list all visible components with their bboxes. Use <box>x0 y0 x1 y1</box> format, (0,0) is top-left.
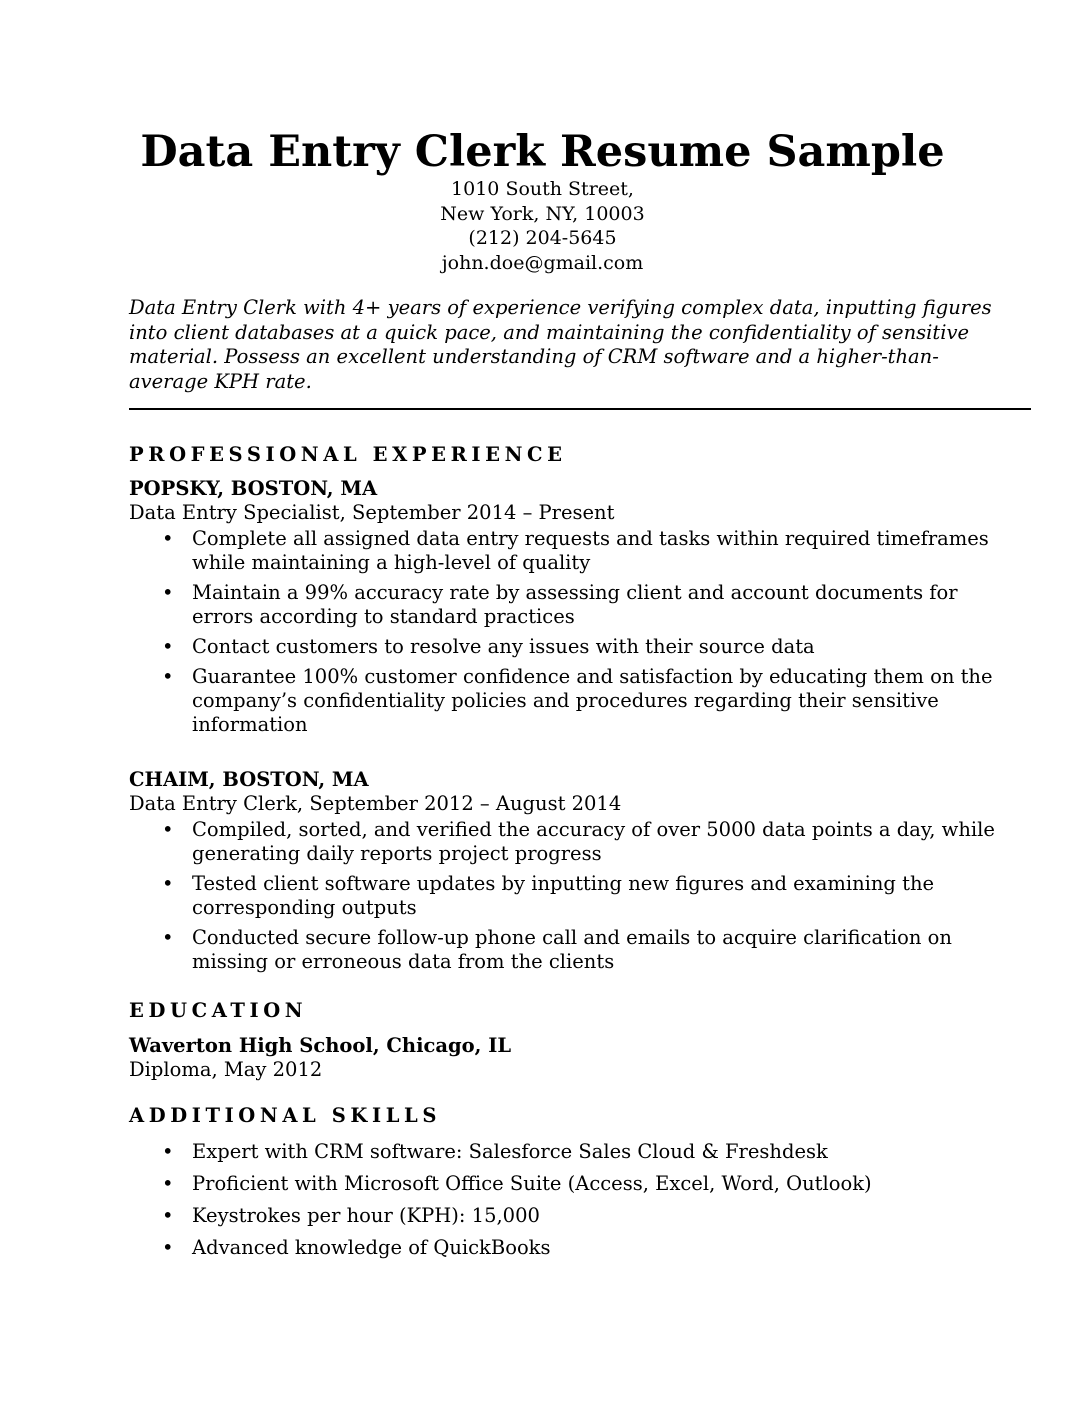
list-item <box>129 1140 999 1164</box>
bullet-icon: • <box>162 1204 174 1227</box>
contact-block <box>0 177 1085 275</box>
address-line-1: 1010 South Street, <box>451 178 634 200</box>
bullet-icon: • <box>162 1172 174 1195</box>
school-name: Waverton High School, Chicago, IL <box>129 1034 512 1057</box>
job-role: Data Entry Clerk, September 2012 – August 2014 <box>129 792 622 815</box>
bullet-icon: • <box>162 818 174 841</box>
education-detail: Diploma, May 2012 <box>129 1058 323 1081</box>
list-item <box>129 635 999 659</box>
header-divider <box>129 408 1031 410</box>
section-heading-education: EDUCATION <box>129 999 308 1022</box>
phone-number: (212) 204-5645 <box>468 227 617 249</box>
list-item-text: Conducted secure follow-up phone call and emails to acquire clarification on missing or erroneous data from the clients <box>192 926 952 973</box>
list-item <box>129 818 999 866</box>
list-item-text: Proficient with Microsoft Office Suite (Access, Excel, Word, Outlook) <box>192 1172 872 1195</box>
list-item <box>129 1236 999 1260</box>
list-item <box>129 581 999 629</box>
summary-paragraph: Data Entry Clerk with 4+ years of experience verifying complex data, inputting figures into client databases at a quick pace, and maintaining the confidentiality of sensitive material. Possess an excellent understanding of CRM software and a higher-than-average KPH rate. <box>129 296 992 393</box>
skills-bullet-list <box>129 1140 999 1260</box>
address-line-2: New York, NY, 10003 <box>440 202 645 225</box>
job-role: Data Entry Specialist, September 2014 – Present <box>129 501 615 524</box>
job-bullet-list <box>129 818 999 974</box>
list-item-text: Maintain a 99% accuracy rate by assessing client and account documents for errors according to standard practices <box>192 581 958 628</box>
job-company: POPSKY, BOSTON, MA <box>129 477 378 500</box>
list-item <box>129 872 999 920</box>
bullet-icon: • <box>162 872 174 895</box>
list-item <box>129 527 999 575</box>
section-heading-skills: ADDITIONAL SKILLS <box>129 1104 441 1127</box>
email-address: john.doe@gmail.com <box>441 251 644 274</box>
bullet-icon: • <box>162 665 174 688</box>
list-item-text: Tested client software updates by inputting new figures and examining the corresponding outputs <box>192 872 935 919</box>
list-item-text: Complete all assigned data entry requests and tasks within required timeframes while maintaining a high-level of quality <box>192 527 989 574</box>
list-item <box>129 1172 999 1196</box>
list-item-text: Expert with CRM software: Salesforce Sales Cloud & Freshdesk <box>192 1140 828 1163</box>
section-heading-experience: PROFESSIONAL EXPERIENCE <box>129 443 567 466</box>
list-item-text: Guarantee 100% customer confidence and satisfaction by educating them on the company’s confidentiality policies and procedures regarding their sensitive information <box>192 665 993 736</box>
list-item-text: Contact customers to resolve any issues with their source data <box>192 635 815 658</box>
job-bullet-list <box>129 527 999 737</box>
bullet-icon: • <box>162 527 174 550</box>
bullet-icon: • <box>162 1236 174 1259</box>
bullet-icon: • <box>162 581 174 604</box>
bullet-icon: • <box>162 1140 174 1163</box>
list-item <box>129 665 999 737</box>
bullet-icon: • <box>162 635 174 658</box>
list-item-text: Keystrokes per hour (KPH): 15,000 <box>192 1204 540 1227</box>
list-item <box>129 1204 999 1228</box>
bullet-icon: • <box>162 926 174 949</box>
job-company: CHAIM, BOSTON, MA <box>129 768 369 791</box>
list-item-text: Compiled, sorted, and verified the accuracy of over 5000 data points a day, while generating daily reports project progress <box>192 818 995 865</box>
list-item-text: Advanced knowledge of QuickBooks <box>192 1236 551 1259</box>
list-item <box>129 926 999 974</box>
page-title: Data Entry Clerk Resume Sample <box>140 127 945 177</box>
